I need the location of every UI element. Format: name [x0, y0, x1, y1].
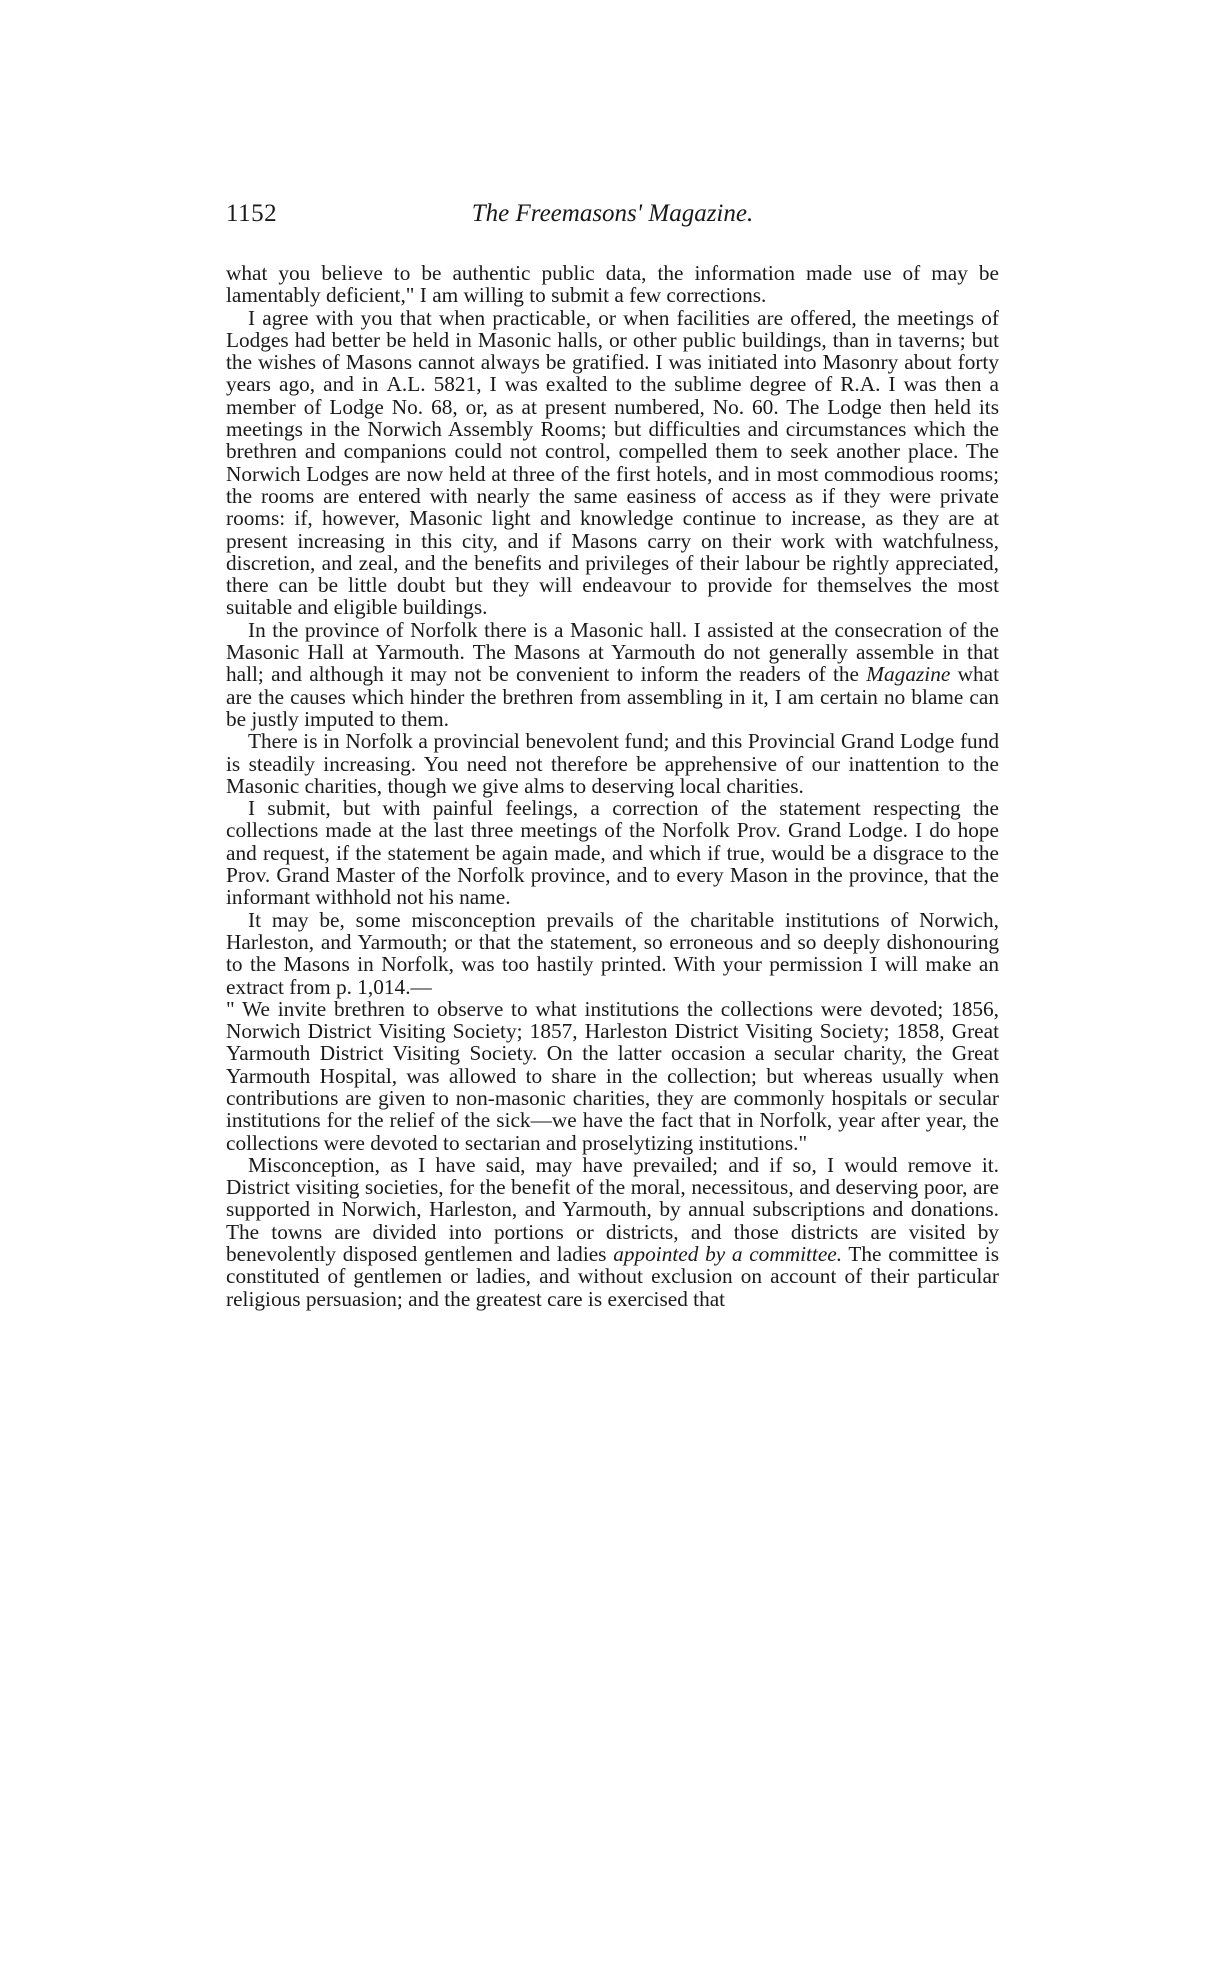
page-header	[226, 200, 999, 236]
paragraph-text: It may be, some misconception prevails of the charitable institutions of Norwich, Harleston, and Yarmouth; or that the statement, so erroneous and so deeply dishonouring to the Masons in Norfolk, was too hastily printed. With your permission I will make an extract from p. 1,014.—	[226, 907, 999, 999]
appointed-italic: appointed by a committee.	[613, 1242, 843, 1267]
paragraph-visiting-societies	[226, 1154, 999, 1310]
anno-lucis-abbrev: A.L.	[386, 372, 426, 397]
paragraph-benevolent-fund	[226, 730, 999, 797]
paragraph-lodges-meetings	[226, 307, 999, 619]
paragraph-extract-quote	[226, 998, 999, 1154]
paragraph-text: Misconception, as I have said, may have prevailed; and if so, I would remove it. District visiting societies, for the benefit of the moral, necessitous, and deserving poor, are supported in Norwich, Harleston, and Yarmouth, by annual subscriptions and donations. The towns are divided into portions or districts, and those districts are visited by benevolently disposed gentlemen and ladies	[226, 1152, 999, 1267]
paragraph-text: I agree with you that when practicable, or when facilities are offered, the meetings of Lodges had better be held in Masonic halls, or other public buildings, than in taverns; but the wishes of Masons cannot always be gratified. I was initiated into Masonry about forty years ago, and in	[226, 305, 999, 397]
paragraph-text: There is in Norfolk a provincial benevolent fund; and this Provincial Grand Lodge fund is steadily increasing. You need not therefore be apprehensive of our inattention to the Masonic charities, though we give alms to deserving local charities.	[226, 729, 999, 798]
paragraph-text: what are the causes which hinder the brethren from assembling in it, I am certain no blame can be justly imputed to them.	[226, 662, 999, 731]
paragraph-text: In the province of Norfolk there is a Masonic hall. I assisted at the consecration of the Masonic Hall at Yarmouth. The Masons at Yarmouth do not generally assemble in that hall; and although it may not be convenient to inform the readers of the	[226, 617, 999, 687]
magazine-title-italic: Magazine	[866, 662, 951, 687]
paragraph-continued	[226, 262, 999, 307]
paragraph-correction	[226, 797, 999, 908]
running-title: The Freemasons' Magazine.	[471, 200, 754, 227]
article-body	[226, 262, 999, 1310]
paragraph-text: what you believe to be authentic public data, the information made use of may be lamentably deficient," I am willing to submit a few corrections.	[226, 261, 999, 308]
paragraph-text: I submit, but with painful feelings, a correction of the statement respecting the collections made at the last three meetings of the Norfolk Prov. Grand Lodge. I do hope and request, if the statement be again made, and which if true, would be a disgrace to the Prov. Grand Master of the Norfolk province, and to every Mason in the province, that the informant withhold not his name.	[226, 796, 999, 910]
paragraph-text: 5821, I was exalted to the sublime degree of R.A. I was then a member of Lodge No. 68, or, as at present numbered, No. 60. The Lodge then held its meetings in the Norwich Assembly Rooms; but difficulties and circumstances which the brethren and companions could not control, compelled them to seek another place. The Norwich Lodges are now held at three of the first hotels, and in most commodious rooms; the rooms are entered with nearly the same easiness of access as if they were private rooms: if, however, Masonic light and knowledge continue to increase, as they are at present increasing in this city, and if Masons carry on their work with watchfulness, discretion, and zeal, and the benefits and privileges of their labour be rightly appreciated, there can be little doubt but they will endeavour to provide for themselves the most suitable and eligible buildings.	[226, 372, 999, 620]
paragraph-text: The committee is constituted of gentlemen or ladies, and without exclusion on account of their particular religious persuasion; and the greatest care is exercised that	[226, 1242, 999, 1311]
page-number: 1152	[226, 200, 278, 227]
paragraph-misconception	[226, 909, 999, 998]
paragraph-text: " We invite brethren to observe to what institutions the collections were devoted; 1856, Norwich District Visiting Society; 1857, Harleston District Visiting Society; 1858, Great Yarmouth District Visiting Society. On the latter occasion a secular charity, the Great Yarmouth Hospital, was allowed to share in the collection; but whereas usually when contributions are given to non-masonic charities, they are commonly hospitals or secular institutions for the relief of the sick—we have the fact that in Norfolk, year after year, the collections were devoted to sectarian and proselytizing institutions."	[226, 996, 999, 1155]
paragraph-masonic-hall	[226, 619, 999, 730]
